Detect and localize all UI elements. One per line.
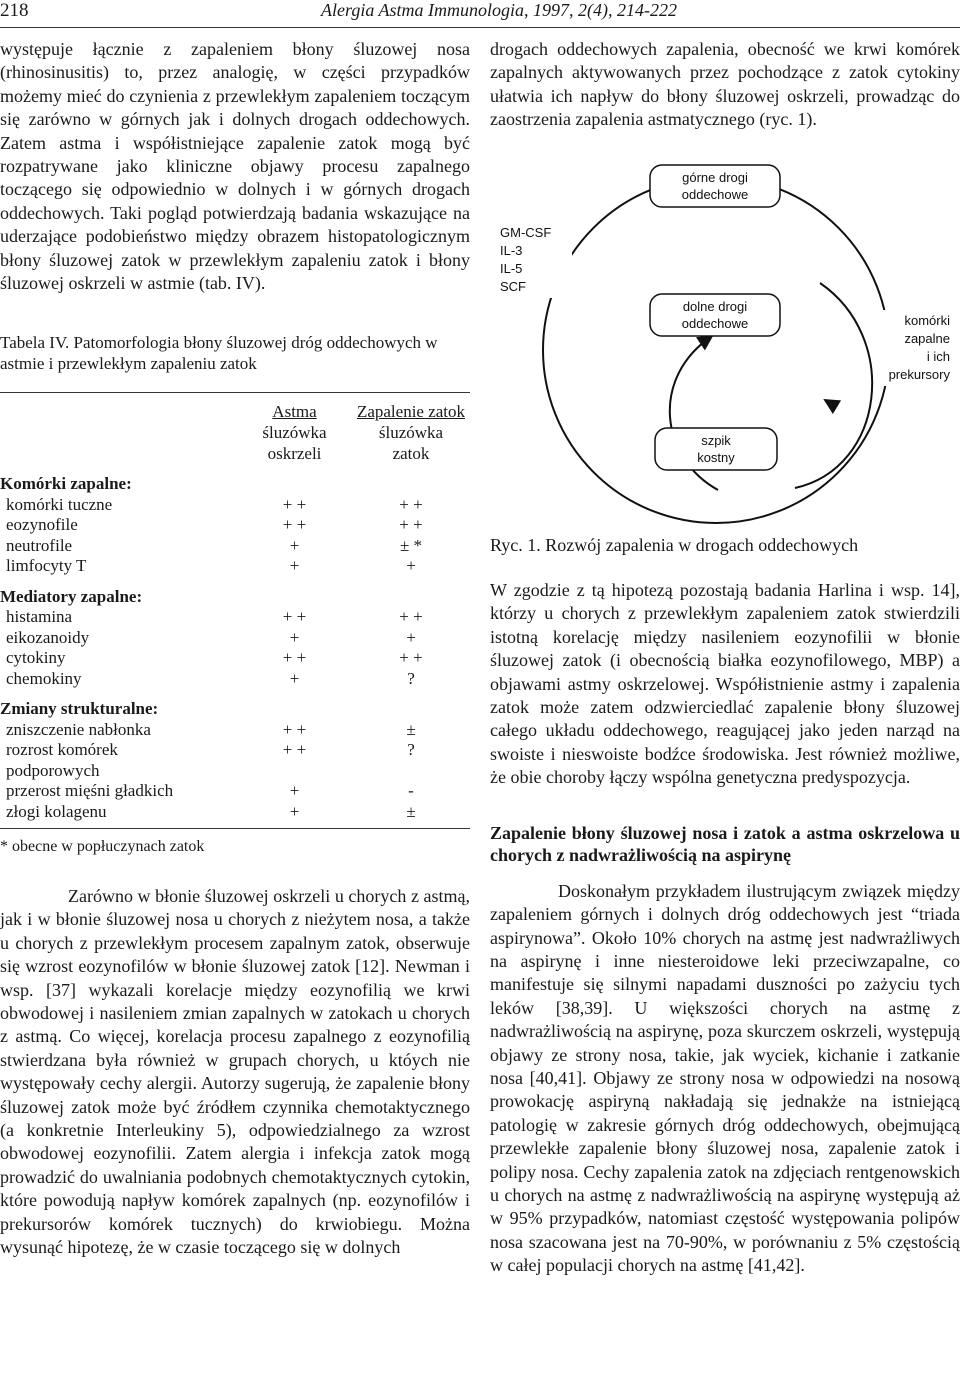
table-cell-sinusitis: ± * [399,535,423,555]
table-cell-asthma: + [289,801,300,821]
table-group-title: Zmiany strukturalne: [0,699,159,719]
table-cell-feature: rozrost komórek [6,740,118,760]
header-sinusitis-line-3: zatok [392,444,430,464]
table-row [0,607,470,628]
left-column [0,38,470,1259]
table-top-rule [0,392,470,393]
table-cell-sinusitis: ? [407,668,415,688]
table-cell-feature: podporowych [6,760,100,780]
table-cell-feature: eozynofile [6,515,78,535]
header-asthma-line-2: śluzówka [262,423,327,443]
table-group-title: Komórki zapalne: [0,474,132,494]
table-cell-feature: przerost mięśni gładkich [6,781,174,801]
right-paragraph-2: W zgodzie z tą hipotezą pozostają badania Harlina i wsp. 14], którzy u chorych z przewlekłym zapaleniem zatok stwierdzili istotną korelację między nasileniem eozynofilii w błonie śluzowej zatok (i obecnością białka eozynofilowego, MBP) a objawami astmy oskrzelowej. Współistnienie astmy i zapalenia zatok może zatem odzwierciedlać zapalenie błony śluzowej całego układu oddechowego, reagującej jako jeden narząd na swoiste i nieswoiste bodźce środowiska. Jest również możliwe, że obie choroby łączy wspólna genetyczna predyspozycja. [490,580,960,788]
table-cell-feature: eikozanoidy [6,627,90,647]
table-cell-sinusitis: + + [399,607,423,627]
table-cell-feature: komórki tuczne [6,494,113,514]
circulation-circle [543,177,889,523]
table-cell-asthma: + + [282,719,307,739]
table-footnote: * obecne w popłuczynach zatok [0,838,205,856]
airway-inflammation-diagram [490,138,960,532]
table-cell-feature: histamina [6,607,73,627]
cells-label-4: prekursory [888,366,950,382]
arrow-head [825,400,830,403]
cytokine-scf: SCF [500,278,526,294]
table-cell-asthma: + [289,535,300,555]
table-cell-sinusitis: + [406,627,416,647]
table-row [0,556,470,577]
table-cell-sinusitis: + + [399,515,423,535]
table-cell-asthma: + [289,627,300,647]
table-cell-sinusitis: + + [399,648,423,668]
table-cell-asthma: + [289,781,300,801]
table-row [0,720,470,741]
header-asthma-line-3: oskrzeli [267,444,322,464]
table-cell-asthma: + [289,668,300,688]
table-group-title: Mediatory zapalne: [0,586,143,606]
table-cell-sinusitis: ± [406,719,416,739]
table-cell-asthma: + + [282,648,307,668]
table-cell-feature: neutrofile [6,535,73,555]
table-cell-feature: limfocyty T [6,556,87,576]
header-asthma [237,401,352,470]
upper-airways-label-2: oddechowe [681,186,749,202]
table-group-row [0,470,470,495]
table-row [0,761,470,782]
right-paragraph-1: drogach oddechowych zapalenia, obecność we krwi komórek zapalnych aktywowanych przez pochodzące z zatok cytokiny ułatwia ich napływ do błony śluzowej oskrzeli, prowadząc do zaostrzenia zapalenia astmatycznego (ryc. 1). [490,39,960,130]
lower-airways-label-1: dolne drogi [682,298,748,314]
table-group-row [0,689,470,720]
pathomorphology-table [0,401,470,822]
table-row [0,536,470,557]
figure-1 [490,138,960,532]
table-row [0,802,470,823]
bone-marrow-label-2: kostny [697,449,735,465]
table-header-row [0,401,470,470]
right-column [490,38,960,1278]
table-row [0,669,470,690]
table-cell-asthma: + + [282,607,307,627]
table-cell-asthma [237,761,352,782]
page-number: 218 [0,0,29,21]
header-sinusitis-line-1: Zapalenie zatok [356,402,466,422]
cytokine-il-5: IL-5 [500,260,523,276]
cytokine-gm-csf: GM-CSF [500,224,552,240]
cytokine-il-3: IL-3 [500,242,523,258]
table-row [0,495,470,516]
header-asthma-line-1: Astma [272,402,317,422]
table-cell-sinusitis: + [406,556,416,576]
right-paragraph-3: Doskonałym przykładem ilustrującym związek między zapaleniem górnych i dolnych dróg oddechowych jest “triada aspirynowa”. Około 10% chorych na astmę jest nadwrażliwych na aspirynę i inne niesteroidowe leki przeciwzapalne, co manifestuje się silnymi napadami duszności po zażyciu tych leków [38,39]. U większości chorych na astmę z nadwrażliwością na aspirynę, poza skurczem oskrzeli, występują objawy ze strony nosa, takie, jak wyciek, kichanie i zatkanie nosa [40,41]. Objawy ze strony nosa w odpowiedzi na nosową prowokację aspiryną nakładają się jednakże na istniejącą patologię w zakresie górnych dróg oddechowych, obejmującą przewlekłe zapalenie błony śluzowej nosa, zapalenie zatok i polipy nosa. Cechy zapalenia zatok na zdjęciach rentgenowskich u chorych na astmę z nadwrażliwością na aspirynę występują aż w 95% przypadków, natomiast częstość występowania polipów nosa szacowana jest na 70-90%, w porównaniu z 5% częstością w całej populacji chorych na astmę [41,42]. [490,880,960,1276]
table-cell-asthma: + + [282,515,307,535]
table-cell-sinusitis [352,761,470,782]
cells-label-3: i ich [926,348,950,364]
table-cell-feature: cytokiny [6,648,66,668]
header-sinusitis [352,401,470,470]
header-rule [0,27,960,28]
table-cell-asthma: + + [282,494,307,514]
cells-arrow-curve [795,283,872,488]
header-sinusitis-line-2: śluzówka [378,423,444,443]
table-row [0,740,470,761]
table-cell-asthma: + [289,556,300,576]
table-cell-sinusitis: ± [406,801,416,821]
table-cell-asthma: + + [282,740,307,760]
bone-marrow-label-1: szpik [701,432,731,448]
table-group-row [0,577,470,608]
table-row [0,628,470,649]
table-cell-sinusitis: - [408,781,414,801]
table-caption: Tabela IV. Patomorfologia błony śluzowej dróg oddechowych w astmie i przewlekłym zapaleniu zatok [0,333,438,374]
lower-airways-label-2: oddechowe [681,315,749,331]
table-bottom-rule [0,828,470,829]
table-row [0,781,470,802]
section-title: Zapalenie błony śluzowej nosa i zatok a astma oskrzelowa u chorych z nadwrażliwością na aspirynę [490,822,960,865]
cells-label-1: komórki [904,312,950,328]
table-cell-feature: zniszczenie nabłonka [6,719,151,739]
table-cell-sinusitis: + + [399,494,423,514]
journal-citation: Alergia Astma Immunologia, 1997, 2(4), 214-222 [321,0,677,20]
table-row [0,648,470,669]
cells-label-2: zapalne [904,330,950,346]
table-cell-sinusitis: ? [407,740,415,760]
upper-airways-label-1: górne drogi [682,169,748,185]
left-paragraph-1: występuje łącznie z zapaleniem błony śluzowej nosa (rhinosinusitis) to, przez analogię, w części przypadków możemy mieć do czynienia z przewlekłym zapaleniem toczącym się zarówno w górnych jak i dolnych drogach oddechowych. Zatem astma i współistniejące zapalenie zatok mogą być rozpatrywane jako kliniczne objawy procesu zapalnego toczącego się odpowiednio w dolnych i w górnych drogach oddechowych. Taki pogląd potwierdzają badania wskazujące na uderzające podobieństwo między obrazem histopatologicznym błony śluzowej zatok w przewlekłym zapaleniu zatok i błony śluzowej oskrzeli w astmie (tab. IV). [0,39,470,294]
left-paragraph-2: Zarówno w błonie śluzowej oskrzeli u chorych z astmą, jak i w błonie śluzowej nosa u chorych z nieżytem nosa, a także u chorych z przewlekłym procesem zapalnym zatok, obserwuje się wzrost eozynofilów w błonie śluzowej zatok [12]. Newman i wsp. [37] wykazali korelacje między eozynofilią we krwi obwodowej i nasileniem zmian zapalnych w zatokach u chorych z astmą. Co więcej, korelacja procesu zapalnego z eozynofilią stwierdzana była również w grupach chorych, u któych nie występowały cechy alergii. Autorzy sugerują, że zapalenie błony śluzowej zatok może być źródłem czynnika chemotaktycznego (a konkretnie Interleukiny 5), odpowiedzialnego za wzrost obwodowej eozynofilii. Zatem alergia i infekcja zatok mogą prowadzić do uwalniania podobnych chemotaktycznych cytokin, które powodują napływ komórek zapalnych (np. eozynofilów i prekursorów komórek tucznych) do krwiobiegu. Można wysunąć hipotezę, że w czasie toczącego się w dolnych [0,885,470,1257]
figure-caption: Ryc. 1. Rozwój zapalenia w drogach oddechowych [490,534,859,555]
table-cell-feature: chemokiny [6,668,82,688]
table-cell-feature: złogi kolagenu [6,801,107,821]
table-row [0,515,470,536]
